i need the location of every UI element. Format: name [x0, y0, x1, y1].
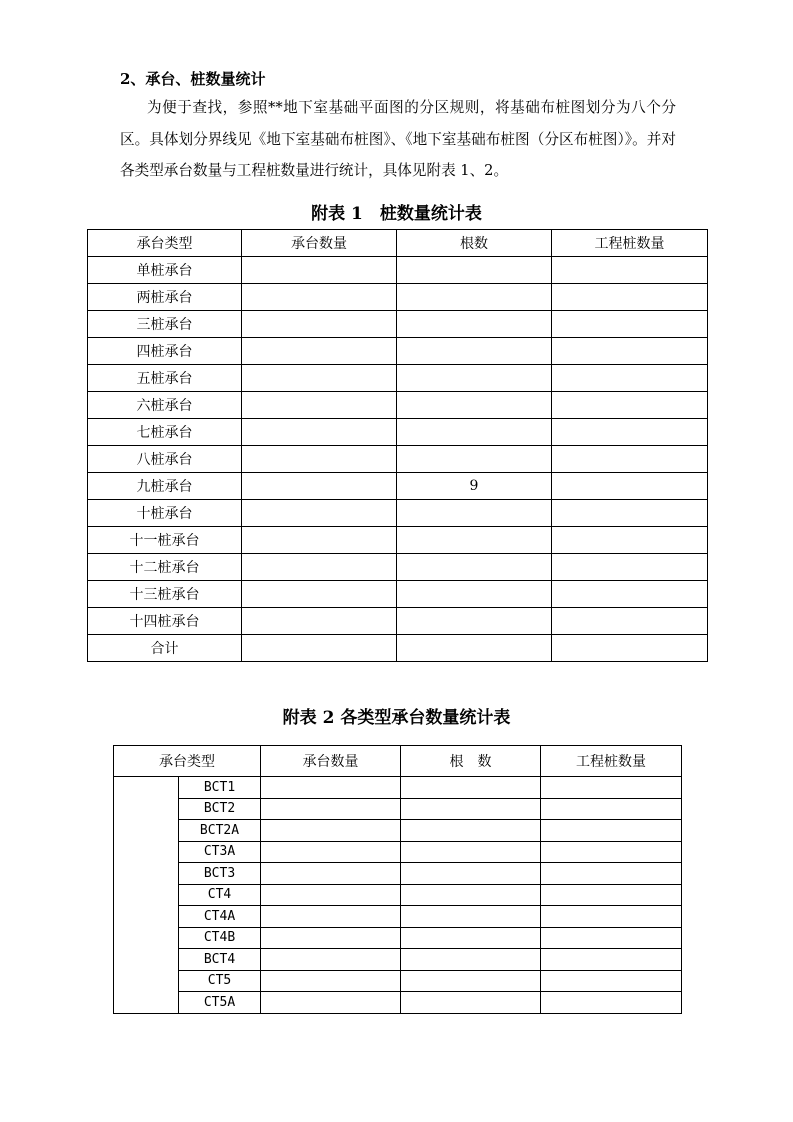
column-header: 承台类型	[88, 230, 242, 257]
row-label: 单桩承台	[88, 257, 242, 284]
row-label: BCT1	[179, 777, 261, 799]
table-cell	[541, 992, 682, 1014]
table-cell	[397, 311, 552, 338]
table-cell	[541, 798, 682, 820]
table-cell	[541, 777, 682, 799]
table-row	[88, 257, 708, 284]
table-cell	[541, 906, 682, 928]
table-cell	[401, 992, 541, 1014]
table-cell	[397, 257, 552, 284]
row-label: CT5A	[179, 992, 261, 1014]
table-row	[114, 820, 682, 842]
table-cell	[541, 927, 682, 949]
table-cell	[552, 635, 708, 662]
row-label: 七桩承台	[88, 419, 242, 446]
table-cell	[397, 635, 552, 662]
row-label: 八桩承台	[88, 446, 242, 473]
table-row	[114, 906, 682, 928]
table-cell	[401, 884, 541, 906]
table-cell	[242, 527, 397, 554]
table-cell	[401, 970, 541, 992]
table-cell	[397, 419, 552, 446]
row-label: BCT4	[179, 949, 261, 971]
row-label: 合计	[88, 635, 242, 662]
table-row	[114, 884, 682, 906]
row-label: CT4A	[179, 906, 261, 928]
table-cell	[552, 419, 708, 446]
row-label: 十二桩承台	[88, 554, 242, 581]
table-cell	[552, 338, 708, 365]
table-cell	[552, 527, 708, 554]
table-row	[114, 798, 682, 820]
table-cell	[261, 927, 401, 949]
row-label: 三桩承台	[88, 311, 242, 338]
table-row	[114, 949, 682, 971]
table-row	[114, 927, 682, 949]
table-cell	[397, 284, 552, 311]
column-header: 工程桩数量	[552, 230, 708, 257]
table-cell	[552, 311, 708, 338]
table-row	[114, 863, 682, 885]
table-row	[88, 608, 708, 635]
table-cell	[541, 841, 682, 863]
table-cell	[397, 581, 552, 608]
row-label: 九桩承台	[88, 473, 242, 500]
table-cell	[242, 608, 397, 635]
table-cell	[242, 473, 397, 500]
table-cell	[401, 777, 541, 799]
table-cell	[541, 863, 682, 885]
table-cell	[242, 365, 397, 392]
table-cell	[401, 820, 541, 842]
table-cell	[242, 419, 397, 446]
table-row	[88, 338, 708, 365]
row-label: 五桩承台	[88, 365, 242, 392]
table-row	[88, 365, 708, 392]
row-label: CT4B	[179, 927, 261, 949]
table-header-row	[88, 230, 708, 257]
table-cell	[242, 635, 397, 662]
row-label: 十四桩承台	[88, 608, 242, 635]
row-label: BCT2A	[179, 820, 261, 842]
table-cell	[242, 554, 397, 581]
table-cell	[552, 581, 708, 608]
body-paragraph: 为便于查找，参照**地下室基础平面图的分区规则，将基础布桩图划分为八个分区。具体划分界线见《地下室基础布桩图》、《地下室基础布桩图（分区布桩图）》。并对各类型承台数量与工程桩数量进行统计，具体见附表 1、2。	[120, 99, 676, 179]
row-label: 十桩承台	[88, 500, 242, 527]
table-cell	[242, 257, 397, 284]
table-cell	[401, 927, 541, 949]
table-cell	[261, 863, 401, 885]
merged-group-cell	[114, 777, 179, 1014]
table-cell	[401, 863, 541, 885]
table-cell	[397, 446, 552, 473]
table-row	[114, 777, 682, 799]
table-cell	[552, 257, 708, 284]
table-row	[88, 311, 708, 338]
table-cell	[242, 446, 397, 473]
table-cell	[541, 949, 682, 971]
table2-title: 附表 2 各类型承台数量统计表	[282, 708, 511, 728]
table-cell	[397, 500, 552, 527]
table-cell	[401, 906, 541, 928]
column-header: 根 数	[401, 746, 541, 777]
table-row	[88, 635, 708, 662]
column-header: 工程桩数量	[541, 746, 682, 777]
row-label: BCT3	[179, 863, 261, 885]
table-cell	[261, 820, 401, 842]
column-header: 承台数量	[261, 746, 401, 777]
table-header-row	[114, 746, 682, 777]
table-row	[88, 500, 708, 527]
table-cell	[552, 473, 708, 500]
table-cell	[261, 949, 401, 971]
table-row	[114, 841, 682, 863]
table-cell	[397, 554, 552, 581]
table-row	[88, 554, 708, 581]
row-label: 四桩承台	[88, 338, 242, 365]
section-heading: 2、承台、桩数量统计	[120, 70, 266, 88]
table-row	[114, 992, 682, 1014]
table1-title: 附表 1 桩数量统计表	[311, 204, 482, 224]
table-cell	[261, 798, 401, 820]
table-cell	[261, 884, 401, 906]
table-cell	[401, 841, 541, 863]
column-header: 承台类型	[114, 746, 261, 777]
table-cell	[242, 581, 397, 608]
row-label: BCT2	[179, 798, 261, 820]
table-row	[114, 970, 682, 992]
table-cell	[261, 906, 401, 928]
table-cell	[242, 284, 397, 311]
table-cell	[397, 527, 552, 554]
table-cell	[552, 365, 708, 392]
row-label: CT5	[179, 970, 261, 992]
table-row	[88, 581, 708, 608]
table-cell	[401, 949, 541, 971]
table-cell	[541, 970, 682, 992]
table-row	[88, 419, 708, 446]
table-cell	[552, 608, 708, 635]
table-cell	[401, 798, 541, 820]
table-cell	[552, 500, 708, 527]
table-cell	[242, 500, 397, 527]
table-cell	[261, 841, 401, 863]
table-cell	[261, 777, 401, 799]
table-cell: 9	[397, 473, 552, 500]
table-cell	[242, 338, 397, 365]
pile-count-table	[87, 229, 708, 662]
table-cell	[541, 884, 682, 906]
table-cell	[397, 365, 552, 392]
row-label: 十三桩承台	[88, 581, 242, 608]
table-row	[88, 527, 708, 554]
table-cell	[552, 284, 708, 311]
column-header: 根数	[397, 230, 552, 257]
row-label: 六桩承台	[88, 392, 242, 419]
row-label: 两桩承台	[88, 284, 242, 311]
table-cell	[552, 554, 708, 581]
table-cell	[397, 392, 552, 419]
row-label: CT3A	[179, 841, 261, 863]
table-row	[88, 446, 708, 473]
table-row	[88, 284, 708, 311]
cap-type-count-table	[113, 745, 682, 1014]
table-cell	[261, 992, 401, 1014]
table-cell	[552, 392, 708, 419]
table-cell	[397, 338, 552, 365]
table-cell	[242, 392, 397, 419]
table-cell	[541, 820, 682, 842]
table-row	[88, 473, 708, 500]
table-cell	[397, 608, 552, 635]
table-cell	[552, 446, 708, 473]
column-header: 承台数量	[242, 230, 397, 257]
row-label: 十一桩承台	[88, 527, 242, 554]
table-row	[88, 392, 708, 419]
table-cell	[261, 970, 401, 992]
row-label: CT4	[179, 884, 261, 906]
table-cell	[242, 311, 397, 338]
